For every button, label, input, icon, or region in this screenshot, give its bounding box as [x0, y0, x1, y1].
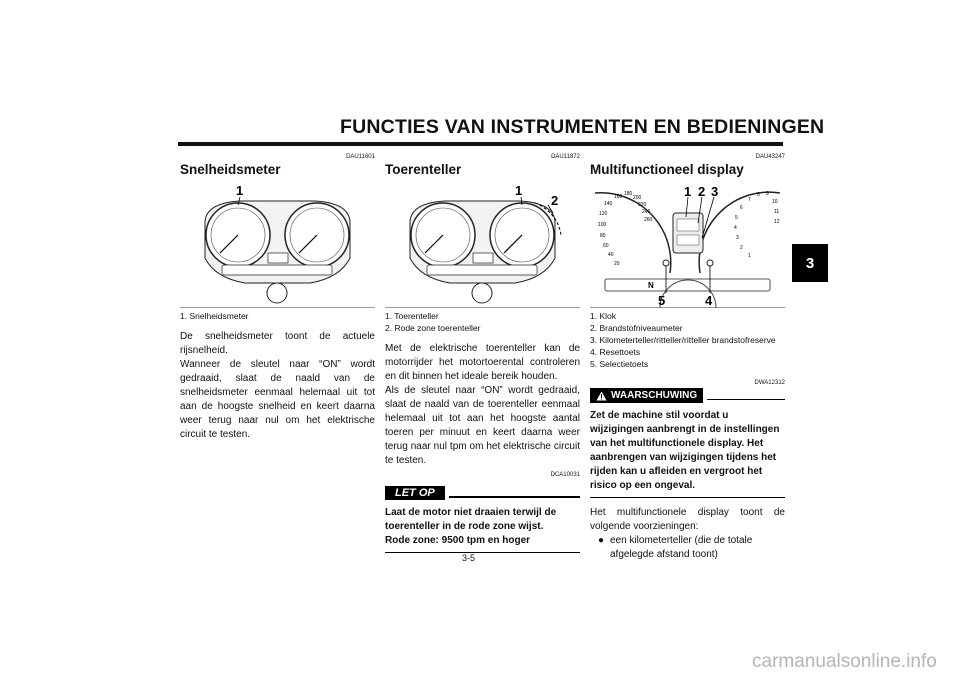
display-closeup-illustration: [590, 183, 785, 308]
column-multifunctioneel-display: [590, 150, 785, 562]
figure-caption: [180, 307, 375, 322]
tick-label: 6: [740, 205, 743, 211]
column-toerenteller: [385, 150, 580, 553]
warning-icon: [596, 391, 607, 401]
caption-line: 2. Brandstofniveaumeter: [590, 323, 683, 333]
callout-2: 2: [698, 184, 706, 199]
warning-code: DWA12312: [754, 380, 785, 386]
tick-label: 3: [736, 235, 739, 241]
tick-label: 5: [735, 215, 738, 221]
tick-label: 9: [766, 191, 769, 197]
notice-line: Laat de motor niet draaien terwijl de toerenteller in de rode zone wijst.: [385, 507, 557, 532]
caption-line: 1. Snelheidsmeter: [180, 311, 249, 321]
column-snelheidsmeter: [180, 150, 375, 442]
paragraph: Het multifunctionele display toont de volgende voorzieningen:: [590, 507, 785, 532]
warning-line: Zet de machine stil voordat u wijzigingen aanbrengt in de instellingen van het multifunctionele display. Het aanbrengen van wijzigingen tijdens het rijden kan u afleiden en vergroot het risico op een ongeval.: [590, 410, 780, 491]
notice-text: [385, 506, 580, 553]
caption-line: 1. Toerenteller: [385, 311, 439, 321]
tick-label: 260: [644, 217, 653, 223]
callout-5: 5: [658, 293, 666, 308]
tachometer-scale: [734, 191, 780, 259]
warning-label-box: [590, 388, 703, 403]
tick-label: 240: [642, 209, 651, 215]
chapter-tab[interactable]: 3: [792, 244, 828, 282]
tick-label: 2: [740, 245, 743, 251]
body-text: [180, 330, 375, 442]
tick-label: 10: [772, 199, 778, 205]
letop-label: LET OP: [385, 486, 445, 500]
list-item: [598, 534, 785, 562]
svg-text:N: N: [648, 281, 654, 290]
figure-speedometer: [180, 183, 375, 303]
tick-label: 8: [757, 192, 760, 198]
page-header-title: FUNCTIES VAN INSTRUMENTEN EN BEDIENINGEN: [340, 116, 825, 138]
paragraph: Als de sleutel naar “ON” wordt gedraaid, slaat de naald van de toerenteller eenmaal helemaal uit tot aan het hoogste aantal toeren per minuut en keert daarna weer terug naar nul tpm om het elektrische circuit te testen.: [385, 385, 580, 466]
section-code: DAU11601: [346, 154, 375, 160]
tick-label: 12: [774, 219, 780, 225]
tick-label: 180: [624, 191, 633, 197]
warning-label: WAARSCHUWING: [611, 390, 698, 401]
tick-label: 80: [600, 233, 606, 239]
notice-rule: [707, 399, 785, 401]
figure-caption: [590, 307, 785, 370]
body-text: [385, 342, 580, 468]
bullet-icon: ●: [598, 535, 605, 546]
caption-line: 3. Kilometerteller/ritteller/ritteller brandstofreserve: [590, 335, 776, 345]
tick-label: 20: [614, 261, 620, 267]
header-rule: [178, 142, 783, 146]
tick-label: 160: [614, 194, 623, 200]
instrument-cluster-illustration: [180, 183, 375, 308]
tick-label: 120: [599, 211, 608, 217]
watermark[interactable]: carmanualsonline.info: [752, 651, 937, 672]
tick-label: 7: [748, 197, 751, 203]
callout-1: 1: [236, 183, 244, 198]
warning-header: [590, 388, 785, 403]
notice-code: DCA10031: [550, 472, 580, 478]
tick-label: 11: [774, 209, 780, 215]
caption-line: 4. Resettoets: [590, 347, 641, 357]
tick-label: 60: [603, 243, 609, 249]
figure-caption: [385, 307, 580, 334]
section-code: DAU11872: [551, 154, 580, 160]
tick-label: 40: [608, 252, 614, 258]
speedometer-scale: [598, 191, 653, 267]
callout-2: 2: [551, 193, 559, 208]
tick-label: 4: [734, 225, 737, 231]
warning-text: [590, 409, 785, 498]
notice-header: [385, 486, 580, 500]
paragraph: Wanneer de sleutel naar “ON” wordt gedraaid, slaat de naald van de snelheidsmeter eenmaal helemaal uit tot aan de hoogste snelheid en keert daarna weer terug naar nul om het elektrische circuit te testen.: [180, 359, 375, 440]
section-heading: Snelheidsmeter: [180, 162, 281, 177]
notice-line: Rode zone: 9500 tpm en hoger: [385, 535, 531, 546]
paragraph: Met de elektrische toerenteller kan de motorrijder het motortoerental controleren en dit binnen het ideale bereik houden.: [385, 343, 580, 382]
section-heading: Toerenteller: [385, 162, 462, 177]
body-text: [590, 506, 785, 534]
tick-label: 1: [748, 253, 751, 259]
tick-label: 100: [598, 222, 607, 228]
paragraph: De snelheidsmeter toont de actuele rijsnelheid.: [180, 331, 375, 356]
callout-4: 4: [705, 293, 713, 308]
caption-line: 2. Rode zone toerenteller: [385, 323, 481, 333]
section-code: DAU43247: [755, 154, 785, 160]
callout-3: 3: [711, 184, 719, 199]
notice-rule: [449, 496, 580, 498]
instrument-cluster-illustration: [385, 183, 580, 308]
tick-label: 140: [604, 201, 613, 207]
section-heading: Multifunctioneel display: [590, 162, 744, 177]
tick-label: 200: [633, 195, 642, 201]
caption-line: 5. Selectietoets: [590, 359, 649, 369]
figure-display-closeup: [590, 183, 785, 308]
caption-line: 1. Klok: [590, 311, 616, 321]
tick-label: 220: [638, 202, 647, 208]
callout-1: 1: [684, 184, 692, 199]
figure-tachometer: [385, 183, 580, 303]
callout-1: 1: [515, 183, 523, 198]
list-item-text: een kilometerteller (die de totale afgelegde afstand toont): [610, 535, 753, 560]
page-number: 3-5: [462, 553, 476, 563]
